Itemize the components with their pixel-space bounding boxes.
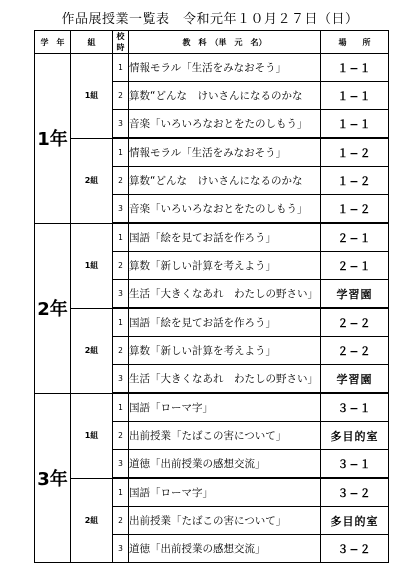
place-cell: ３−２ — [321, 535, 389, 563]
table-row — [35, 478, 389, 507]
subject-cell: 国語「絵を見てお話を作ろう」 — [129, 223, 321, 252]
subject-cell: 算数「新しい計算を考えよう」 — [129, 252, 321, 280]
place-cell: ２−２ — [321, 337, 389, 365]
header-subject: 教 科 （単 元 名） — [129, 31, 321, 54]
place-cell: ２−１ — [321, 252, 389, 280]
period-cell: 3 — [113, 450, 129, 479]
place-cell: １−２ — [321, 167, 389, 195]
subject-cell: 出前授業「たばこの害について」 — [129, 422, 321, 450]
period-cell: 2 — [113, 252, 129, 280]
class-cell: 2組 — [71, 478, 113, 563]
subject-cell: 道徳「出前授業の感想交流」 — [129, 535, 321, 563]
table-row — [35, 138, 389, 167]
subject-cell: 国語「ローマ字」 — [129, 393, 321, 422]
subject-cell: 音楽「いろいろなおとをたのしもう」 — [129, 195, 321, 224]
subject-cell: 算数「新しい計算を考えよう」 — [129, 337, 321, 365]
class-cell: 1組 — [71, 393, 113, 478]
table-row — [35, 223, 389, 252]
period-cell: 3 — [113, 365, 129, 394]
period-cell: 3 — [113, 535, 129, 563]
schedule-table — [34, 30, 389, 563]
place-cell: ３−１ — [321, 393, 389, 422]
period-cell: 1 — [113, 54, 129, 82]
place-cell: １−１ — [321, 110, 389, 139]
place-cell: １−２ — [321, 138, 389, 167]
subject-cell: 音楽「いろいろなおとをたのしもう」 — [129, 110, 321, 139]
class-cell: 2組 — [71, 308, 113, 393]
subject-cell: 出前授業「たばこの害について」 — [129, 507, 321, 535]
period-cell: 3 — [113, 280, 129, 309]
place-cell: 多目的室 — [321, 507, 389, 535]
subject-cell: 国語「絵を見てお話を作ろう」 — [129, 308, 321, 337]
table-row — [35, 308, 389, 337]
subject-cell: 算数“どんな けいさんになるのかな — [129, 82, 321, 110]
grade-cell: 2年 — [35, 223, 71, 393]
subject-cell: 道徳「出前授業の感想交流」 — [129, 450, 321, 479]
place-cell: 学習園 — [321, 365, 389, 394]
place-cell: 多目的室 — [321, 422, 389, 450]
subject-cell: 国語「ローマ字」 — [129, 478, 321, 507]
place-cell: １−１ — [321, 82, 389, 110]
header-grade: 学 年 — [35, 31, 71, 54]
table-row — [35, 54, 389, 82]
place-cell: 学習園 — [321, 280, 389, 309]
period-cell: 2 — [113, 167, 129, 195]
table-header-row — [35, 31, 389, 54]
table-row — [35, 393, 389, 422]
grade-cell: 3年 — [35, 393, 71, 563]
period-cell: 2 — [113, 337, 129, 365]
place-cell: ３−１ — [321, 450, 389, 479]
subject-cell: 情報モラル「生活をみなおそう」 — [129, 138, 321, 167]
place-cell: ２−１ — [321, 223, 389, 252]
header-period: 校時 — [113, 31, 129, 54]
place-cell: ２−２ — [321, 308, 389, 337]
period-cell: 1 — [113, 138, 129, 167]
class-cell: 2組 — [71, 138, 113, 223]
header-class: 組 — [71, 31, 113, 54]
subject-cell: 生活「大きくなあれ わたしの野さい」 — [129, 280, 321, 309]
place-cell: ３−２ — [321, 478, 389, 507]
period-cell: 3 — [113, 110, 129, 139]
period-cell: 1 — [113, 223, 129, 252]
class-cell: 1組 — [71, 54, 113, 139]
period-cell: 1 — [113, 393, 129, 422]
grade-cell: 1年 — [35, 54, 71, 224]
period-cell: 1 — [113, 478, 129, 507]
period-cell: 2 — [113, 422, 129, 450]
period-cell: 3 — [113, 195, 129, 224]
place-cell: １−１ — [321, 54, 389, 82]
header-place: 場 所 — [321, 31, 389, 54]
period-cell: 2 — [113, 507, 129, 535]
subject-cell: 生活「大きくなあれ わたしの野さい」 — [129, 365, 321, 394]
class-cell: 1組 — [71, 223, 113, 308]
subject-cell: 算数“どんな けいさんになるのかな — [129, 167, 321, 195]
place-cell: １−２ — [321, 195, 389, 224]
subject-cell: 情報モラル「生活をみなおそう」 — [129, 54, 321, 82]
period-cell: 2 — [113, 82, 129, 110]
document-title: 作品展授業一覧表 令和元年１０月２７日（日） — [61, 12, 359, 27]
period-cell: 1 — [113, 308, 129, 337]
